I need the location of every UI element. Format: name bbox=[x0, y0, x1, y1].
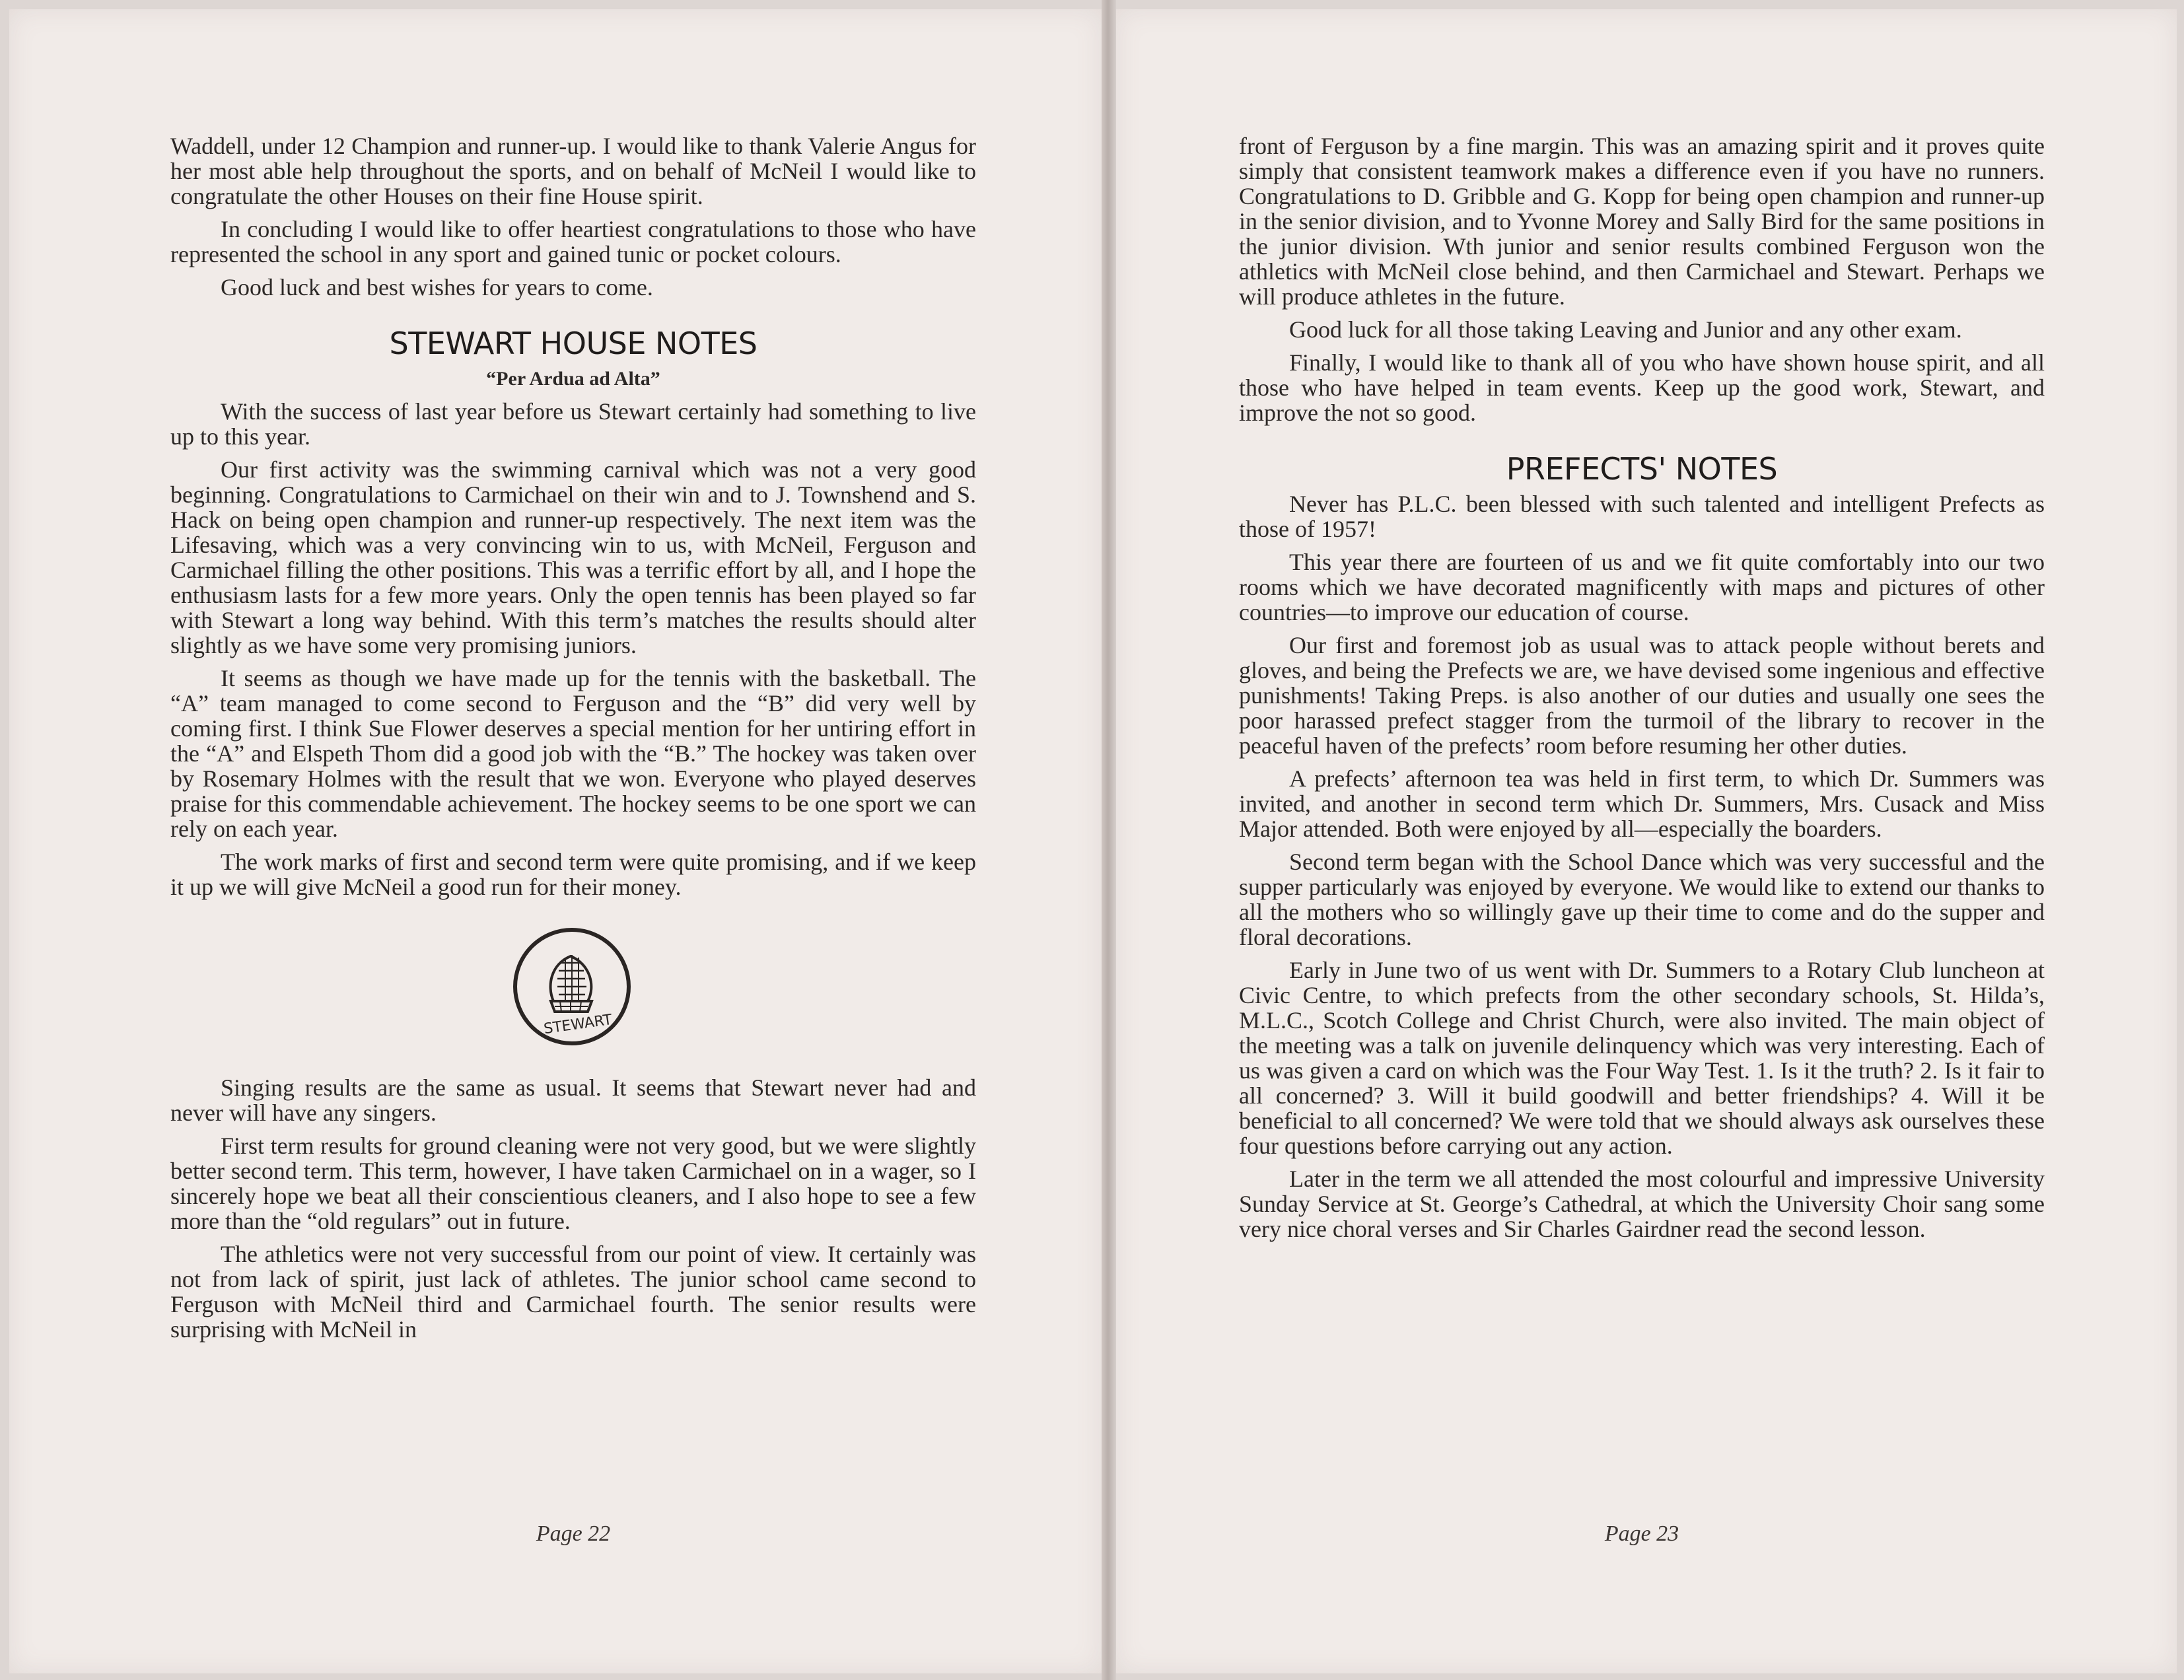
paragraph: In concluding I would like to offer heartiest congratulations to those who have represented the school in any sport and gained tunic or pocket colours. bbox=[170, 216, 976, 267]
paragraph: Later in the term we all attended the most colourful and impressive University Sunday Service at St. George’s Cathedral, at which the University Choir sang some very nice choral verses and Sir Charles Gairdner read the second lesson. bbox=[1239, 1166, 2045, 1242]
right-page bbox=[1116, 9, 2177, 1673]
book-spine-gutter bbox=[1102, 0, 1116, 1680]
paragraph: Early in June two of us went with Dr. Summers to a Rotary Club luncheon at Civic Centre, to which prefects from the other secondary schools, St. Hilda’s, M.L.C., Scotch College and Christ Church, were also invited. The main object of the meeting was a talk on juvenile delinquency which was very interesting. Each of us was given a card on which was the Four Way Test. 1. Is it the truth? 2. Is it fair to all concerned? 3. Will it build goodwill and better friendships? 4. Will it be beneficial to all concerned? We were told that we should always ask ourselves these four questions before carrying out any action. bbox=[1239, 957, 2045, 1159]
paragraph: A prefects’ afternoon tea was held in first term, to which Dr. Summers was invited, and another in second term which Dr. Summers, Mrs. Cusack and Miss Major attended. Both were enjoyed by all—especially the boarders. bbox=[1239, 765, 2045, 842]
house-motto: “Per Ardua ad Alta” bbox=[486, 368, 660, 390]
page-number: Page 23 bbox=[1604, 1522, 1679, 1546]
stewart-house-notes-heading: STEWART HOUSE NOTES bbox=[389, 326, 757, 361]
paragraph: Singing results are the same as usual. It seems that Stewart never had and never will have any singers. bbox=[170, 1074, 976, 1126]
paragraph: First term results for ground cleaning were not very good, but we were slightly better second term. This term, however, I have taken Carmichael on in a wager, so I sincerely hope we beat all their conscientious cleaners, and I also hope to see a few more than the “old regulars” out in future. bbox=[170, 1133, 976, 1234]
paragraph: Our first activity was the swimming carnival which was not a very good beginning. Congratulations to Carmichael on their win and to J. Townshend and S. Hack on being open champion and runner-up respectively. The next item was the Lifesaving, which was a very convincing win to us, with McNeil, Ferguson and Carmichael filling the other positions. This was a terrific effort by all, and I hope the enthusiasm lasts for a few more years. Only the open tennis has been played so far with Stewart a long way behind. With this term’s matches the results should alter slightly as we have some very promising juniors. bbox=[170, 456, 976, 658]
paragraph: This year there are fourteen of us and we fit quite comfortably into our two rooms which we have decorated magnificently with maps and pictures of other countries—to improve our education of course. bbox=[1239, 549, 2045, 625]
paragraph: With the success of last year before us Stewart certainly had something to live up to this year. bbox=[170, 398, 976, 450]
paragraph: The work marks of first and second term were quite promising, and if we keep it up we will give McNeil a good run for their money. bbox=[170, 849, 976, 900]
paragraph: Waddell, under 12 Champion and runner-up. I would like to thank Valerie Angus for her most able help throughout the sports, and on behalf of McNeil I would like to congratulate the other Houses on their fine House spirit. bbox=[170, 133, 976, 209]
paragraph: front of Ferguson by a fine margin. This was an amazing spirit and it proves quite simply that consistent teamwork makes a difference even if you have no runners. Congratulations to D. Gribble and G. Kopp for being open champion and runner-up in the senior division, and to Yvonne Morey and Sally Bird for the same positions in the junior division. Wth junior and senior results combined Ferguson won the athletics with McNeil close behind, and then Carmichael and Stewart. Perhaps we will produce athletes in the future. bbox=[1239, 133, 2045, 310]
paragraph: It seems as though we have made up for the tennis with the basketball. The “A” team managed to come second to Ferguson and the “B” did very well by coming first. I think Sue Flower deserves a special mention for her untiring effort in the “A” and Elspeth Thom did a good job with the “B.” The hockey was taken over by Rosemary Holmes with the result that we won. Everyone who played deserves praise for this commendable achievement. The hockey seems to be one sport we can rely on each year. bbox=[170, 665, 976, 842]
right-page-text bbox=[1239, 133, 2045, 1249]
stewart-crest bbox=[170, 923, 976, 1049]
paragraph: Our first and foremost job as usual was to attack people without berets and gloves, and being the Prefects we are, we have devised some ingenious and effective punishments! Taking Preps. is also another of our duties and usually one sees the poor harassed prefect stagger from the turmoil of the library to recover in the peaceful haven of the prefects’ room before resuming her other duties. bbox=[1239, 632, 2045, 759]
paragraph: Second term began with the School Dance which was very successful and the supper particularly was enjoyed by everyone. We would like to extend our thanks to all the mothers who so willingly gave up their time to come and do the supper and floral decorations. bbox=[1239, 849, 2045, 950]
paragraph: Finally, I would like to thank all of you who have shown house spirit, and all those who have helped in team events. Keep up the good work, Stewart, and improve the not so good. bbox=[1239, 349, 2045, 426]
thistle-crest-icon bbox=[507, 923, 639, 1049]
paragraph: The athletics were not very successful from our point of view. It certainly was not from lack of spirit, just lack of athletes. The junior school came second to Ferguson with McNeil third and Carmichael fourth. The senior results were surprising with McNeil in bbox=[170, 1241, 976, 1343]
left-page bbox=[9, 9, 1102, 1673]
left-page-text bbox=[170, 133, 976, 1350]
page-number: Page 22 bbox=[536, 1522, 611, 1546]
paragraph: Good luck for all those taking Leaving and Junior and any other exam. bbox=[1289, 316, 1962, 343]
paragraph: Good luck and best wishes for years to come. bbox=[221, 274, 653, 300]
crest-label: STEWART bbox=[542, 1011, 614, 1038]
paragraph: Never has P.L.C. been blessed with such talented and intelligent Prefects as those of 1957! bbox=[1239, 491, 2045, 542]
prefects-notes-heading: PREFECTS' NOTES bbox=[1506, 451, 1778, 487]
